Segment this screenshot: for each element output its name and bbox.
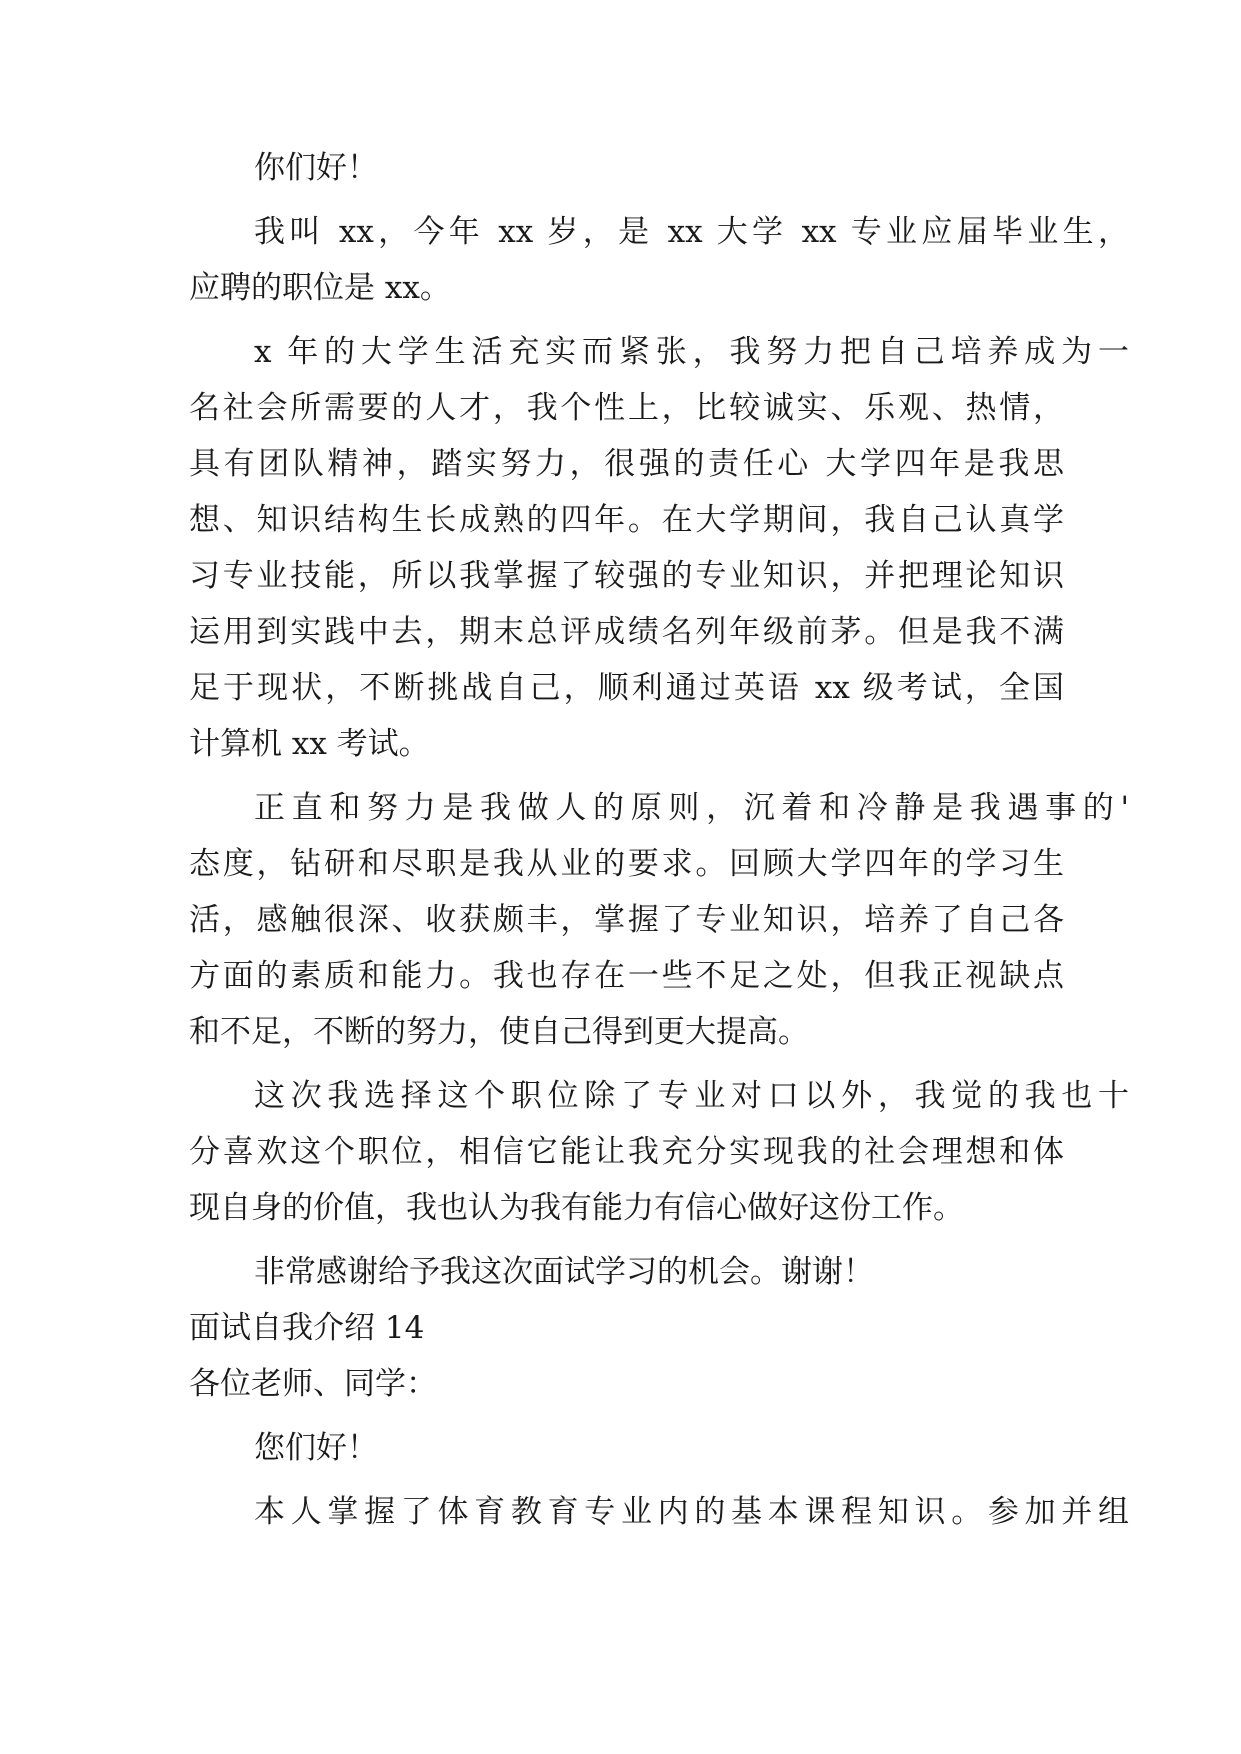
paragraph-line: 方面的素质和能力。我也存在一些不足之处，但我正视缺点 [189, 958, 1064, 994]
paragraph-line: 计算机 xx 考试。 [189, 726, 430, 762]
paragraph-line: 足于现状，不断挑战自己，顺利通过英语 xx 级考试，全国 [189, 670, 1064, 706]
paragraph-line: 名社会所需要的人才，我个性上，比较诚实、乐观、热情， [189, 390, 1064, 426]
paragraph-line: 现自身的价值，我也认为我有能力有信心做好这份工作。 [189, 1190, 964, 1226]
salutation-line: 各位老师、同学： [189, 1366, 437, 1402]
paragraph-line: x 年的大学生活充实而紧张，我努力把自己培养成为一 [254, 334, 1129, 370]
paragraph-line: 应聘的职位是 xx。 [189, 270, 451, 306]
paragraph-line: 正直和努力是我做人的原则，沉着和冷静是我遇事的' [254, 790, 1129, 826]
paragraph-line: 分喜欢这个职位，相信它能让我充分实现我的社会理想和体 [189, 1134, 1064, 1170]
paragraph-line: 态度，钻研和尽职是我从业的要求。回顾大学四年的学习生 [189, 846, 1064, 882]
paragraph-line: 具有团队精神，踏实努力，很强的责任心 大学四年是我思 [189, 446, 1064, 482]
paragraph-line: 活，感触很深、收获颇丰，掌握了专业知识，培养了自己各 [189, 902, 1064, 938]
paragraph-line: 运用到实践中去，期末总评成绩名列年级前茅。但是我不满 [189, 614, 1064, 650]
paragraph-line: 想、知识结构生长成熟的四年。在大学期间，我自己认真学 [189, 502, 1064, 538]
paragraph-line: 习专业技能，所以我掌握了较强的专业知识，并把理论知识 [189, 558, 1064, 594]
greeting-line: 你们好！ [254, 150, 378, 186]
closing-line: 非常感谢给予我这次面试学习的机会。谢谢！ [254, 1254, 874, 1290]
paragraph-line: 本人掌握了体育教育专业内的基本课程知识。参加并组 [254, 1494, 1129, 1530]
paragraph-line: 我叫 xx，今年 xx 岁，是 xx 大学 xx 专业应届毕业生， [254, 214, 1129, 250]
paragraph-line: 这次我选择这个职位除了专业对口以外，我觉的我也十 [254, 1078, 1129, 1114]
greeting-line: 您们好！ [254, 1430, 378, 1466]
section-heading: 面试自我介绍 14 [189, 1310, 425, 1346]
paragraph-line: 和不足，不断的努力，使自己得到更大提高。 [189, 1014, 809, 1050]
